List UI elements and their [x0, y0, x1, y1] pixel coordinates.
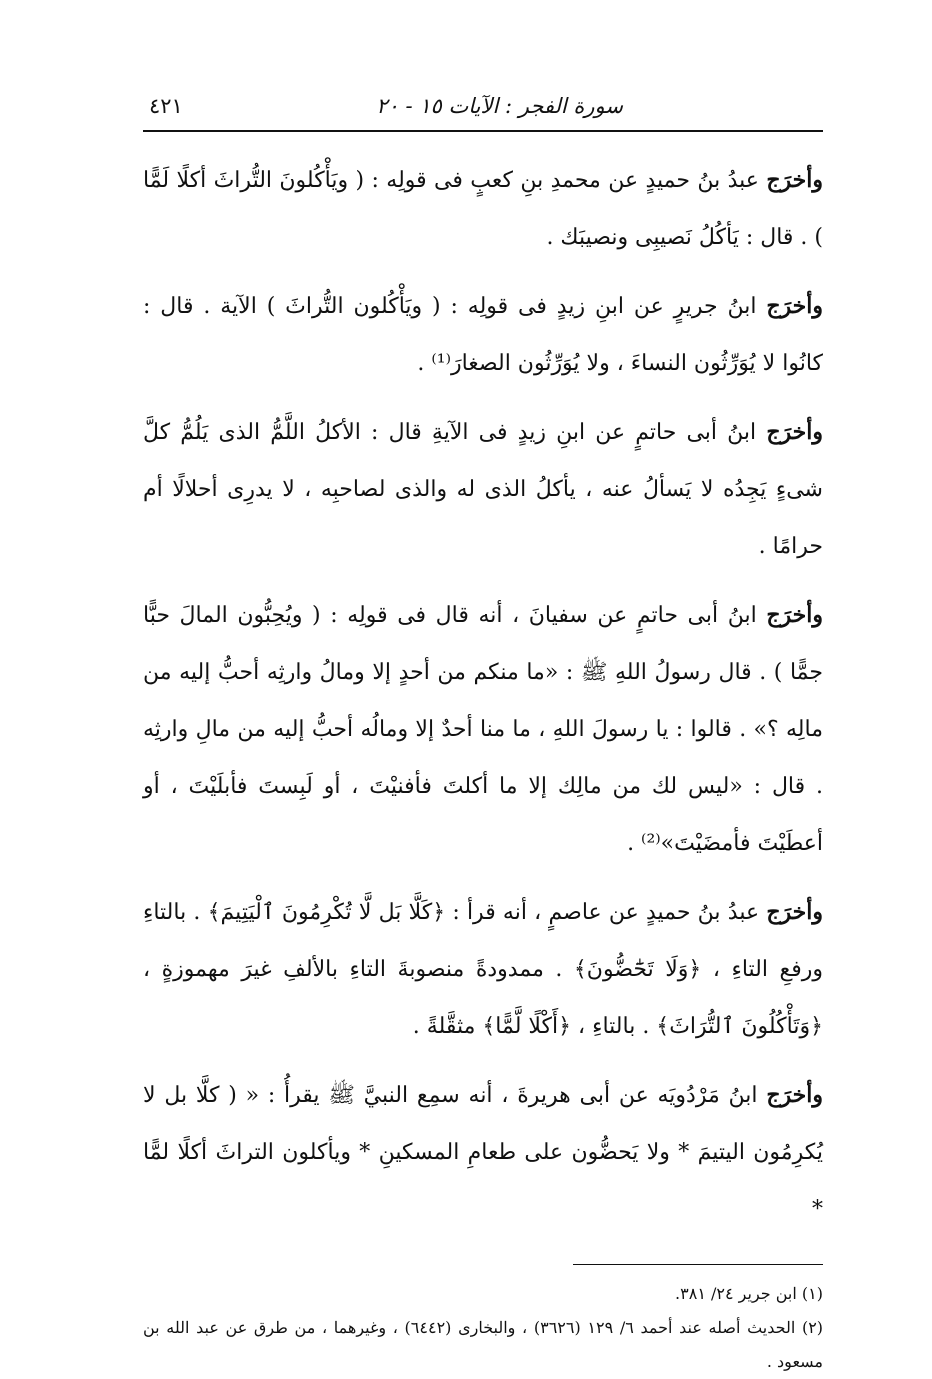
book-page — [143, 80, 824, 1371]
paragraph-text: عبدُ بنُ حميدٍ عن محمدِ بنِ كعبٍ فى قولِه : ( ويَأْكُلونَ التُّراثَ أكلًا لَمًّا ) . قال : يَأكُلُ نَصيبِى ونصيبَك . — [143, 168, 823, 250]
page-number: ٤٢١ — [149, 94, 183, 118]
paragraph-lead: وأخرَج — [766, 419, 823, 445]
paragraph-5 — [143, 884, 823, 1055]
paragraph-text: ابنُ مَرْدُويَه عن أبى هريرةَ ، أنه سمِع النبيَّ ﷺ يقرأُ : « ( كلَّا بل لا يُكرِمُون اليتيمَ * ولا يَحضُّون على طعامِ المسكينِ * ويأكلون التراثَ أكلًا لمًّا * — [143, 1083, 823, 1222]
paragraph-text: ابنُ جريرٍ عن ابنِ زيدٍ فى قولِه : ( ويَأْكُلون التُّراثَ ) الآية . قال : كانُوا لا يُوَرِّثُون النساءَ ، ولا يُوَرِّثُون الصغارَ⁽¹⁾ . — [143, 294, 823, 376]
page-header — [143, 80, 823, 132]
footnote-1: (١) ابن جرير ٢٤/ ٣٨١. — [675, 1284, 823, 1303]
paragraph-lead: وأخرَج — [766, 293, 823, 319]
paragraph-2 — [143, 278, 823, 392]
paragraph-4 — [143, 587, 823, 872]
page-body — [143, 152, 823, 1379]
paragraph-3 — [143, 404, 823, 575]
paragraph-6 — [143, 1067, 823, 1238]
running-title: سورة الفجر : الآيات ١٥ - ٢٠ — [376, 94, 623, 118]
paragraph-text: ابنُ أبى حاتمٍ عن سفيانَ ، أنه قال فى قولِه : ( ويُحِبُّون المالَ حبًّا جمًّا ) . قال رسولُ اللهِ ﷺ : «ما منكم من أحدٍ إلا ومالُ وارثِه أحبُّ إليه من مالِه ؟» . قالوا : يا رسولَ اللهِ ، ما منا أحدٌ إلا ومالُه أحبُّ إليه من مالِ وارثِه . قال : «ليس لك من مالِك إلا ما أكلتَ فأفنيْتَ ، أو لَبِستَ فأبلَيْتَ ، أو أعطَيْتَ فأمضَيْتَ»⁽²⁾ . — [143, 603, 823, 856]
paragraph-lead: وأخرَج — [766, 899, 823, 925]
footnote-divider — [573, 1264, 823, 1265]
paragraph-1 — [143, 152, 823, 266]
paragraph-text: عبدُ بنُ حميدٍ عن عاصمٍ ، أنه قرأ : ﴿كَلَّا بَل لَّا تُكْرِمُونَ ٱلْيَتِيمَ﴾ . بالتاءِ ورفعِ التاءِ ، ﴿وَلَا تَحَٰٓضُّونَ﴾ . ممدودةً منصوبةَ التاءِ بالألفِ غيرَ مهموزةٍ ، ﴿وَتَأْكُلُونَ ٱلتُّرَاثَ﴾ . بالتاءِ ، ﴿أَكْلًا لَّمًّا﴾ مثقَّلةً . — [143, 900, 823, 1039]
paragraph-lead: وأخرَج — [766, 602, 823, 628]
paragraph-lead: وأخرَج — [766, 1082, 823, 1108]
paragraph-text: ابنُ أبى حاتمٍ عن ابنِ زيدٍ فى الآيةِ قال : الأكلُ اللَّمُّ الذى يَلُمُّ كلَّ شىءٍ يَجِدُه لا يَسألُ عنه ، يأكلُ الذى له والذى لصاحبِه ، لا يدرِى أحلالًا أم حرامًا . — [143, 420, 823, 559]
paragraph-lead: وأخرَج — [766, 167, 823, 193]
footnote-2: (٢) الحديث أصله عند أحمد ٦/ ١٢٩ (٣٦٢٦) ، والبخارى (٦٤٤٢) ، وغيرهما ، من طرق عن عبد الله بن مسعود . — [143, 1318, 824, 1371]
